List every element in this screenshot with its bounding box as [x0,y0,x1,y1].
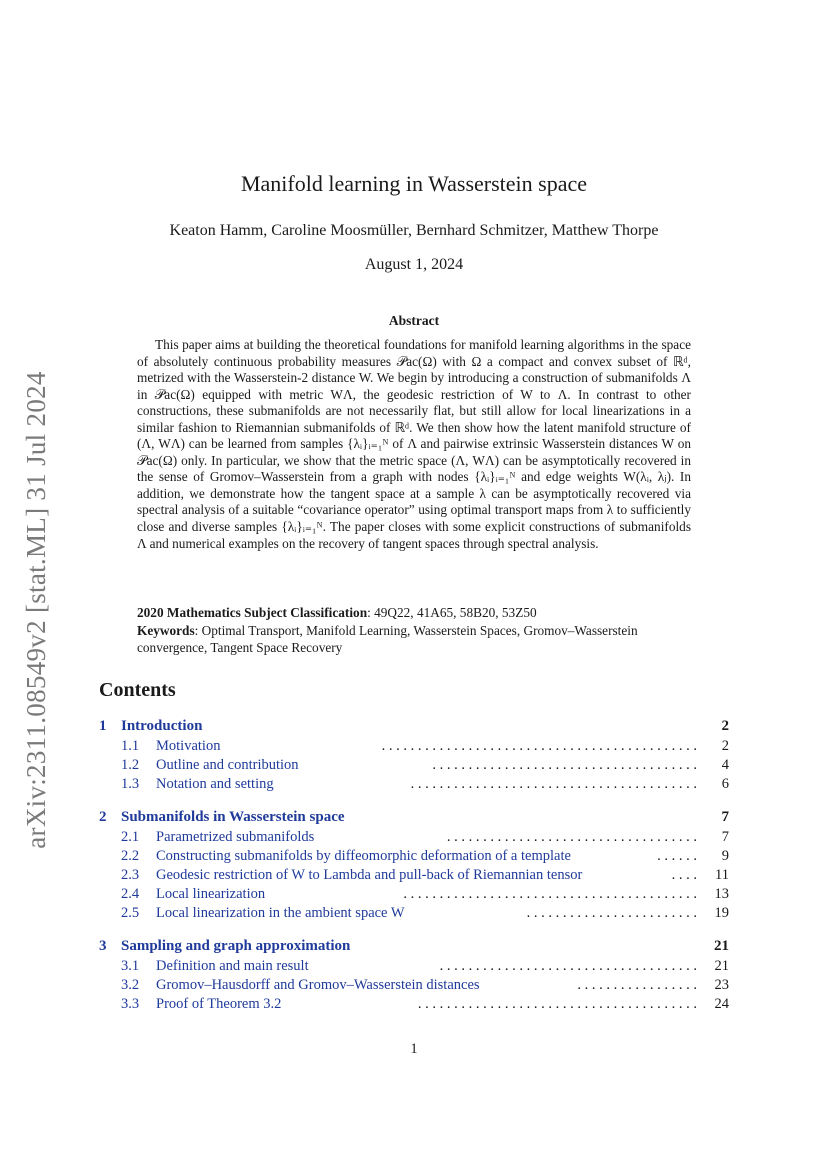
toc-leader-dots: . . . . . . . . . . . . . . . . . . . . . . . . [526,905,697,921]
toc-leader-dots: . . . . . . . . . . . . . . . . . . . . . . . . . . . . . . . . . . . . . [432,757,697,773]
toc-subsection-number: 3.1 [121,958,140,974]
msc-label: 2020 Mathematics Subject Classification [137,605,368,620]
toc-page-number: 21 [714,958,729,974]
toc-subsection-title[interactable]: Geodesic restriction of W to Lambda and pull-back of Riemannian tensor [156,867,583,883]
toc-page-number: 2 [721,738,729,754]
toc-subsection-number: 2.5 [121,905,140,921]
contents-heading: Contents [99,679,176,701]
toc-section-title[interactable]: Sampling and graph approximation [121,938,351,954]
keywords-line [137,622,703,656]
toc-subsection-1-2[interactable] [99,757,729,775]
toc-section-1[interactable] [99,718,729,736]
toc-subsection-number: 3.3 [121,996,140,1012]
keywords-value: : Optimal Transport, Manifold Learning, Wasserstein Spaces, Gromov–Wasserstein convergence, Tangent Space Recovery [137,623,638,655]
toc-subsection-2-3[interactable] [99,867,729,885]
toc-page-number: 7 [721,809,729,825]
toc-page-number: 21 [714,938,729,954]
toc-section-title[interactable]: Submanifolds in Wasserstein space [121,809,345,825]
toc-subsection-2-4[interactable] [99,886,729,904]
toc-subsection-title[interactable]: Motivation [156,738,221,754]
toc-subsection-3-3[interactable] [99,996,729,1014]
toc-subsection-number: 1.2 [121,757,140,773]
toc-leader-dots: . . . . [671,867,697,883]
toc-page-number: 13 [714,886,729,902]
toc-subsection-number: 2.3 [121,867,140,883]
paper-title: Manifold learning in Wasserstein space [240,171,588,196]
toc-subsection-title[interactable]: Local linearization [156,886,266,902]
toc-subsection-2-5[interactable] [99,905,729,923]
toc-page-number: 6 [721,776,729,792]
paper-date: August 1, 2024 [364,256,464,273]
toc-subsection-3-2[interactable] [99,977,729,995]
toc-page-number: 24 [714,996,729,1012]
toc-page-number: 2 [721,718,729,734]
toc-leader-dots: . . . . . . . . . . . . . . . . . . . . . . . . . . . . . . . . . . . . . . . . [410,776,697,792]
toc-page-number: 9 [721,848,729,864]
toc-section-number: 1 [99,718,107,734]
toc-subsection-title[interactable]: Proof of Theorem 3.2 [156,996,282,1012]
arxiv-side-stamp: arXiv:2311.08549v2 [stat.ML] 31 Jul 2024 [21,371,51,849]
toc-subsection-3-1[interactable] [99,958,729,976]
toc-leader-dots: . . . . . . [657,848,697,864]
toc-subsection-1-3[interactable] [99,776,729,794]
toc-page-number: 23 [714,977,729,993]
toc-subsection-title[interactable]: Definition and main result [156,958,309,974]
page-number: 1 [410,1041,418,1057]
toc-leader-dots: . . . . . . . . . . . . . . . . . [577,977,697,993]
toc-section-3[interactable] [99,938,729,956]
toc-subsection-title[interactable]: Constructing submanifolds by diffeomorphic deformation of a template [156,848,571,864]
toc-leader-dots: . . . . . . . . . . . . . . . . . . . . . . . . . . . . . . . . . . . . [439,958,697,974]
toc-subsection-title[interactable]: Gromov–Hausdorff and Gromov–Wasserstein distances [156,977,480,993]
toc-subsection-number: 2.2 [121,848,140,864]
toc-page-number: 7 [721,829,729,845]
toc-subsection-title[interactable]: Outline and contribution [156,757,299,773]
keywords-label: Keywords [137,623,195,638]
toc-section-number: 2 [99,809,107,825]
toc-page-number: 11 [715,867,729,883]
paper-authors: Keaton Hamm, Caroline Moosmüller, Bernhard Schmitzer, Matthew Thorpe [169,222,659,239]
toc-subsection-number: 1.1 [121,738,140,754]
toc-leader-dots: . . . . . . . . . . . . . . . . . . . . . . . . . . . . . . . . . . . . . . . . . [403,886,697,902]
toc-subsection-2-2[interactable] [99,848,729,866]
toc-subsection-title[interactable]: Local linearization in the ambient space W [156,905,405,921]
toc-page-number: 19 [714,905,729,921]
toc-section-number: 3 [99,938,107,954]
toc-subsection-2-1[interactable] [99,829,729,847]
abstract-body: This paper aims at building the theoretical foundations for manifold learning algorithms in the space of absolutely continuous probability measures 𝒫ac(Ω) with Ω a compact and convex subset of ℝᵈ, metrized with the Wasserstein-2 distance W. We begin by introducing a construction of submanifolds Λ in 𝒫ac(Ω) equipped with metric WΛ, the geodesic restriction of W to Λ. In contrast to other constructions, these submanifolds are not necessarily flat, but still allow for local linearizations in a similar fashion to Riemannian submanifolds of ℝᵈ. We then show how the latent manifold structure of (Λ, WΛ) can be learned from samples {λᵢ}ᵢ₌₁ᴺ of Λ and pairwise extrinsic Wasserstein distances W on 𝒫ac(Ω) only. In particular, we show that the metric space (Λ, WΛ) can be asymptotically recovered in the sense of Gromov–Wasserstein from a graph with nodes {λᵢ}ᵢ₌₁ᴺ and edge weights W(λᵢ, λⱼ). In addition, we demonstrate how the tangent space at a sample λ can be asymptotically recovered via spectral analysis of a suitable “covariance operator” using optimal transport maps from λ to sufficiently close and diverse samples {λᵢ}ᵢ₌₁ᴺ. The paper closes with some explicit constructions of submanifolds Λ and numerical examples on the recovery of tangent spaces through spectral analysis. [137,337,691,551]
msc-line [137,605,697,622]
toc-section-2[interactable] [99,809,729,827]
toc-leader-dots: . . . . . . . . . . . . . . . . . . . . . . . . . . . . . . . . . . . . . . . [417,996,697,1012]
toc-subsection-title[interactable]: Parametrized submanifolds [156,829,315,845]
toc-subsection-title[interactable]: Notation and setting [156,776,274,792]
abstract-heading: Abstract [388,313,440,328]
toc-subsection-number: 1.3 [121,776,140,792]
toc-subsection-1-1[interactable] [99,738,729,756]
toc-leader-dots: . . . . . . . . . . . . . . . . . . . . . . . . . . . . . . . . . . . [446,829,697,845]
toc-section-title[interactable]: Introduction [121,718,203,734]
toc-subsection-number: 3.2 [121,977,140,993]
toc-subsection-number: 2.1 [121,829,140,845]
toc-subsection-number: 2.4 [121,886,140,902]
msc-value: : 49Q22, 41A65, 58B20, 53Z50 [367,605,537,620]
toc-page-number: 4 [721,757,729,773]
toc-leader-dots: . . . . . . . . . . . . . . . . . . . . . . . . . . . . . . . . . . . . . . . . . . . . [381,738,697,754]
